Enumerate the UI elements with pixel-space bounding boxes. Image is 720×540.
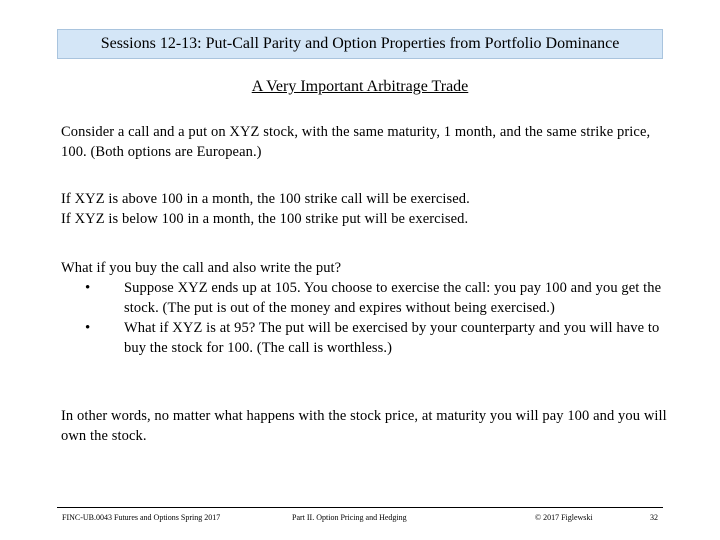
footer-divider <box>57 507 663 508</box>
footer-copyright: © 2017 Figlewski <box>535 513 593 522</box>
slide-title-bar <box>57 29 663 59</box>
bullet-icon: • <box>85 280 91 296</box>
bullet-item-put-exercise <box>61 318 671 358</box>
bullet-text: Suppose XYZ ends up at 105. You choose to exercise the call: you pay 100 and you get the stock. (The put is out of the money and expires without being exercised.) <box>124 280 662 316</box>
scenario-question: What if you buy the call and also write the put? <box>61 260 342 276</box>
footer-part: Part II. Option Pricing and Hedging <box>292 513 407 522</box>
scenario-bullet-list <box>61 278 671 358</box>
section-heading: A Very Important Arbitrage Trade <box>251 78 469 95</box>
call-exercise-line: If XYZ is above 100 in a month, the 100 strike call will be exercised. <box>61 191 470 207</box>
bullet-item-call-exercise <box>61 278 671 318</box>
footer-course: FINC-UB.0043 Futures and Options Spring 2017 <box>62 513 221 522</box>
paragraph-exercise-conditions <box>61 189 671 229</box>
paragraph-conclusion: In other words, no matter what happens with the stock price, at maturity you will pay 100 and you will own the stock. <box>61 408 667 444</box>
paragraph-scenario <box>61 258 671 358</box>
slide-title: Sessions 12-13: Put-Call Parity and Option Properties from Portfolio Dominance <box>100 35 620 52</box>
bullet-text: What if XYZ is at 95? The put will be exercised by your counterparty and you will have to buy the stock for 100. (The call is worthless.) <box>124 320 660 356</box>
bullet-icon: • <box>85 320 91 336</box>
paragraph-intro: Consider a call and a put on XYZ stock, with the same maturity, 1 month, and the same strike price, 100. (Both options are European.) <box>61 124 651 160</box>
put-exercise-line: If XYZ is below 100 in a month, the 100 strike put will be exercised. <box>61 211 469 227</box>
footer-page-number: 32 <box>650 513 658 522</box>
